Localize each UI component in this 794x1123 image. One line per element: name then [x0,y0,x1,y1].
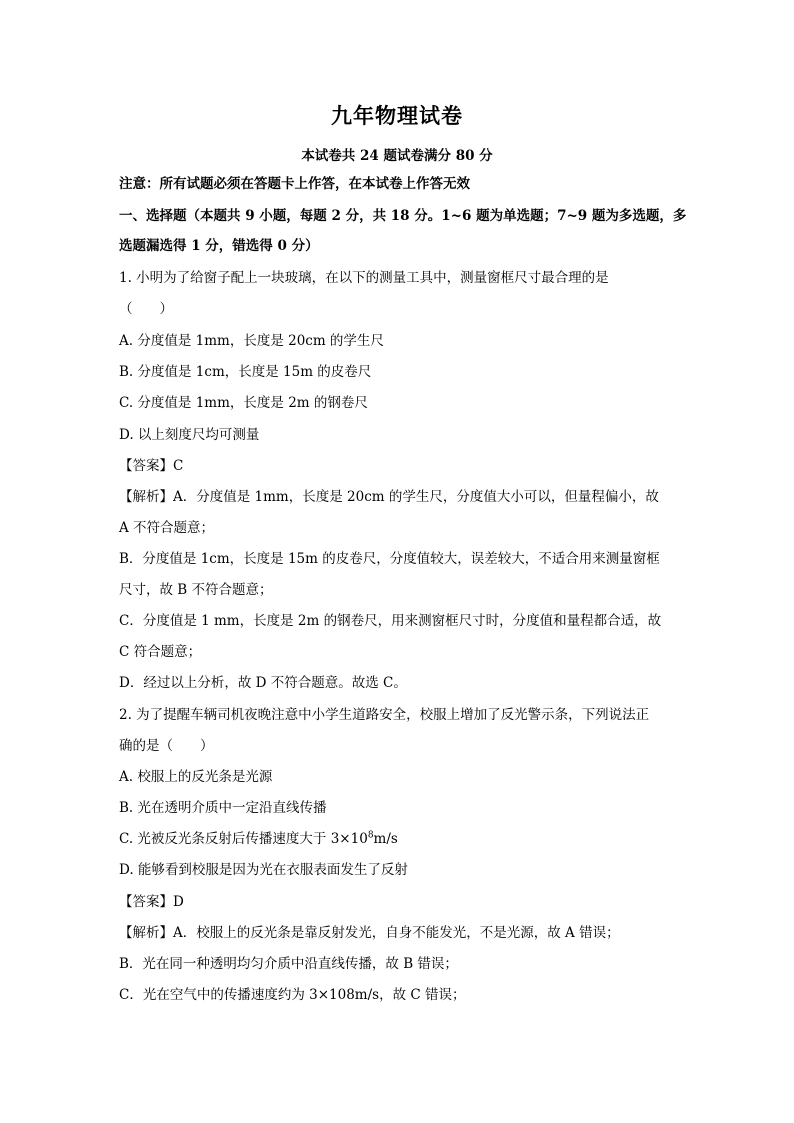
q1-answer: 【答案】C [119,458,184,474]
q2-stem-line1: 2. 为了提醒车辆司机夜晚注意中小学生道路安全，校服上增加了反光警示条，下列说法正 [119,707,650,723]
page-title: 九年物理试卷 [331,103,463,128]
q2-option-d: D. 能够看到校服是因为光在衣服表面发生了反射 [119,862,408,878]
q2-answer: 【答案】D [119,894,184,910]
q1-analysis-line3: B．分度值是 1cm，长度是 15m 的皮卷尺，分度值较大，误差较大，不适合用来测量窗框 [119,551,660,567]
q2-analysis-line1: 【解析】A．校服上的反光条是靠反射发光，自身不能发光，不是光源，故 A 错误； [119,925,620,941]
q2-analysis-line2: B．光在同一种透明均匀介质中沿直线传播，故 B 错误； [119,956,458,972]
q1-option-d: D. 以上刻度尺均可测量 [119,427,260,443]
q1-analysis-line2: A 不符合题意； [119,520,215,536]
q2-option-b: B. 光在透明介质中一定沿直线传播 [119,800,327,816]
section-heading-line2: 选题漏选得 1 分，错选得 0 分） [119,238,319,254]
q1-stem-line1: 1. 小明为了给窗子配上一块玻璃，在以下的测量工具中，测量窗框尺寸最合理的是 [119,270,609,286]
q1-analysis-line7: D．经过以上分析，故 D 不符合题意。故选 C。 [119,675,407,691]
q1-option-a: A. 分度值是 1mm，长度是 20cm 的学生尺 [119,333,384,349]
q1-analysis-line1: 【解析】A．分度值是 1mm，长度是 20cm 的学生尺，分度值大小可以，但量程偏小，故 [119,489,659,505]
q1-stem-line2: （ ） [119,301,173,317]
q1-option-b: B. 分度值是 1cm，长度是 15m 的皮卷尺 [119,364,372,380]
q1-analysis-line5: C．分度值是 1 mm，长度是 2m 的钢卷尺，用来测窗框尺寸时，分度值和量程都合适，故 [119,613,662,629]
notice-text: 注意：所有试题必须在答题卡上作答，在本试卷上作答无效 [119,176,470,192]
q2-option-c-suffix: m/s [373,831,398,847]
section-heading-line1: 一、选择题（本题共 9 小题，每题 2 分，共 18 分。1~6 题为单选题；7~9 题为多选题，多 [119,208,687,224]
q1-analysis-line4: 尺寸，故 B 不符合题意； [119,582,273,598]
q2-option-c [119,829,398,849]
q2-analysis-line3: C．光在空气中的传播速度约为 3×108m/s，故 C 错误； [119,987,466,1003]
exam-subtitle: 本试卷共 24 题试卷满分 80 分 [301,148,493,164]
q2-stem-line2: 确的是（ ） [119,738,214,754]
q1-analysis-line6: C 符合题意； [119,644,202,660]
q2-option-c-prefix: C. 光被反光条反射后传播速度大于 3×10 [119,831,368,847]
q2-option-a: A. 校服上的反光条是光源 [119,769,273,785]
q1-option-c: C. 分度值是 1mm，长度是 2m 的钢卷尺 [119,395,368,411]
q2-option-c-exponent: 8 [367,830,374,841]
